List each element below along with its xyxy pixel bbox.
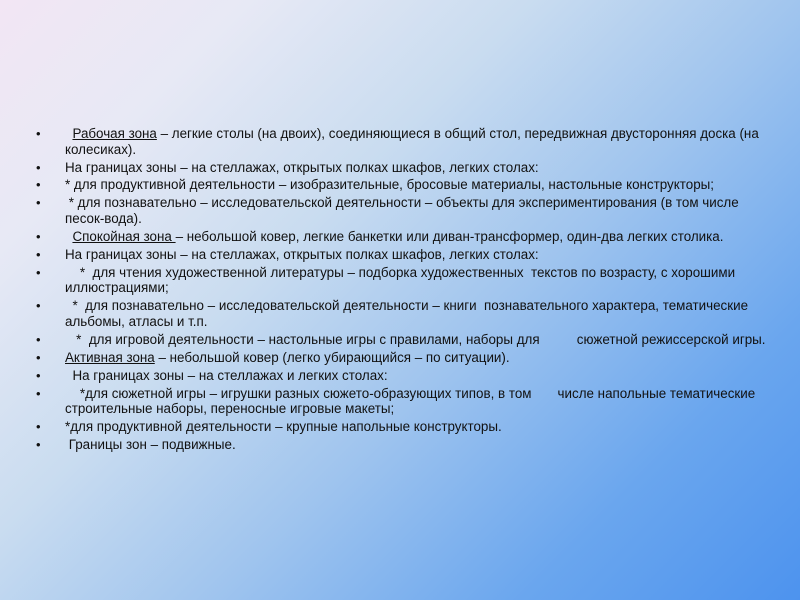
bullet-text: *для продуктивной деятельности – крупные напольные конструкторы. [65, 419, 502, 435]
bullet-item [36, 419, 776, 435]
bullet-text: Границы зон – подвижные. [65, 437, 236, 453]
bullet-dot: • [36, 126, 41, 141]
bullet-item [36, 437, 776, 453]
zone-title-calm: Спокойная зона [72, 228, 176, 244]
bullet-dot: • [36, 385, 41, 401]
bullet-dot: • [36, 159, 41, 175]
bullet-dot: • [36, 246, 41, 262]
bullet-text: * для познавательно – исследовательской деятельности – объекты для экспериментирования (в том числе песок-вода). [65, 195, 743, 227]
bullet-dot: • [36, 437, 41, 453]
zone-title-active: Активная зона [65, 349, 155, 365]
bullet-dot: • [36, 331, 41, 347]
zone-title-work: Рабочая зона [72, 126, 157, 141]
bullet-text: На границах зоны – на стеллажах, открытых полках шкафов, легких столах: [65, 159, 539, 175]
bullet-item [36, 332, 776, 348]
bullet-text: * для продуктивной деятельности – изобразительные, бросовые материалы, настольные конструкторы; [65, 177, 714, 193]
bullet-dot: • [36, 349, 41, 365]
bullet-item [36, 160, 776, 176]
bullet-text: * для познавательно – исследовательской деятельности – книги познавательного характера, тематические альбомы, атласы и т.п. [65, 298, 752, 330]
bullet-text: *для сюжетной игры – игрушки разных сюжето-образующих типов, в том числе напольные тематические строительные наборы, переносные игровые макеты; [65, 385, 759, 417]
bullet-item [36, 368, 776, 384]
bullet-text: * для чтения художественной литературы – подборка художественных текстов по возрасту, с хорошими иллюстрациями; [65, 264, 739, 296]
bullet-text: – легкие столы (на двоих), соединяющиеся в общий стол, передвижная двусторонняя доска (на колесиках). [65, 126, 763, 157]
bullet-item [36, 247, 776, 263]
bullet-item-calmzone [36, 229, 776, 245]
bullet-item-activezone [36, 350, 776, 366]
bullet-item [36, 195, 776, 226]
bullet-list [36, 126, 776, 455]
bullet-dot: • [36, 367, 41, 383]
bullet-text: * для игровой деятельности – настольные игры с правилами, наборы для сюжетной режиссерской игры. [65, 331, 766, 347]
bullet-dot: • [36, 419, 41, 435]
bullet-item [36, 386, 776, 417]
bullet-text: – небольшой ковер, легкие банкетки или диван-трансформер, один-два легких столика. [175, 228, 724, 244]
bullet-text: На границах зоны – на стеллажах, открытых полках шкафов, легких столах: [65, 246, 539, 262]
bullet-text: – небольшой ковер (легко убирающийся – по ситуации). [154, 349, 510, 365]
bullet-item [36, 265, 776, 296]
bullet-item [36, 177, 776, 193]
bullet-item-workzone [36, 126, 776, 157]
bullet-text: На границах зоны – на стеллажах и легких столах: [65, 367, 388, 383]
bullet-dot: • [36, 177, 41, 193]
bullet-dot: • [36, 195, 41, 211]
bullet-dot: • [36, 228, 41, 244]
bullet-dot: • [36, 264, 41, 280]
bullet-item [36, 298, 776, 329]
bullet-dot: • [36, 298, 41, 314]
